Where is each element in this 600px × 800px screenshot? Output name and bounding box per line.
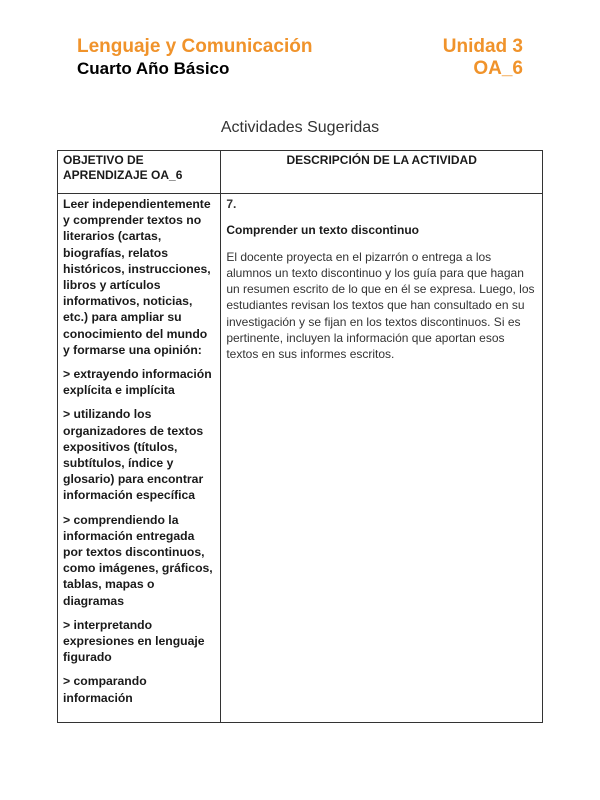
header-right bbox=[443, 36, 523, 80]
description-header: DESCRIPCIÓN DE LA ACTIVIDAD bbox=[221, 151, 543, 194]
table-row bbox=[58, 194, 543, 723]
objective-bullet: > comprendiendo la información entregada por textos discontinuos, como imágenes, gráficos, tablas, mapas o diagramas bbox=[63, 512, 213, 608]
header-left bbox=[77, 36, 312, 80]
objective-bullet: > extrayendo información explícita e implícita bbox=[63, 367, 212, 398]
objective-bullet: > comparando información bbox=[63, 674, 147, 705]
activity-description: El docente proyecta en el pizarrón o entrega a los alumnos un texto discontinuo y los guía para que hagan un resumen escrito de lo que en él se expresa. Luego, los estudiantes revisan los textos que han consultado en su investigación y se fijan en los textos discontinuos. Si es pertinente, incluyen la información que aportan esos textos en sus informes escritos. bbox=[226, 249, 535, 362]
objective-bullet: > utilizando los organizadores de textos expositivos (títulos, subtítulos, índice y glosario) para encontrar información específica bbox=[63, 407, 204, 503]
activity-title: Comprender un texto discontinuo bbox=[226, 223, 419, 238]
objective-cell bbox=[58, 194, 221, 723]
activity-cell bbox=[221, 194, 543, 723]
unit-label: Unidad 3 bbox=[442, 36, 523, 57]
activities-table bbox=[57, 150, 543, 723]
table-header-row bbox=[58, 151, 543, 194]
objective-bullet: > interpretando expresiones en lenguaje figurado bbox=[63, 617, 205, 665]
section-title: Actividades Sugeridas bbox=[220, 119, 380, 136]
objective-paragraph: Leer independientemente y comprender textos no literarios (cartas, biografías, relatos históricos, instrucciones, libros y artículos informativos, noticias, etc.) para ampliar su conocimiento del mundo y formarse una opinión: bbox=[63, 197, 211, 357]
objective-header: OBJETIVO DE APRENDIZAJE OA_6 bbox=[58, 151, 221, 194]
oa-label: OA_6 bbox=[473, 58, 523, 79]
activity-number: 7. bbox=[226, 197, 237, 211]
subject-title: Lenguaje y Comunicación bbox=[77, 36, 313, 57]
page-header bbox=[77, 36, 523, 86]
grade-label: Cuarto Año Básico bbox=[77, 59, 230, 78]
